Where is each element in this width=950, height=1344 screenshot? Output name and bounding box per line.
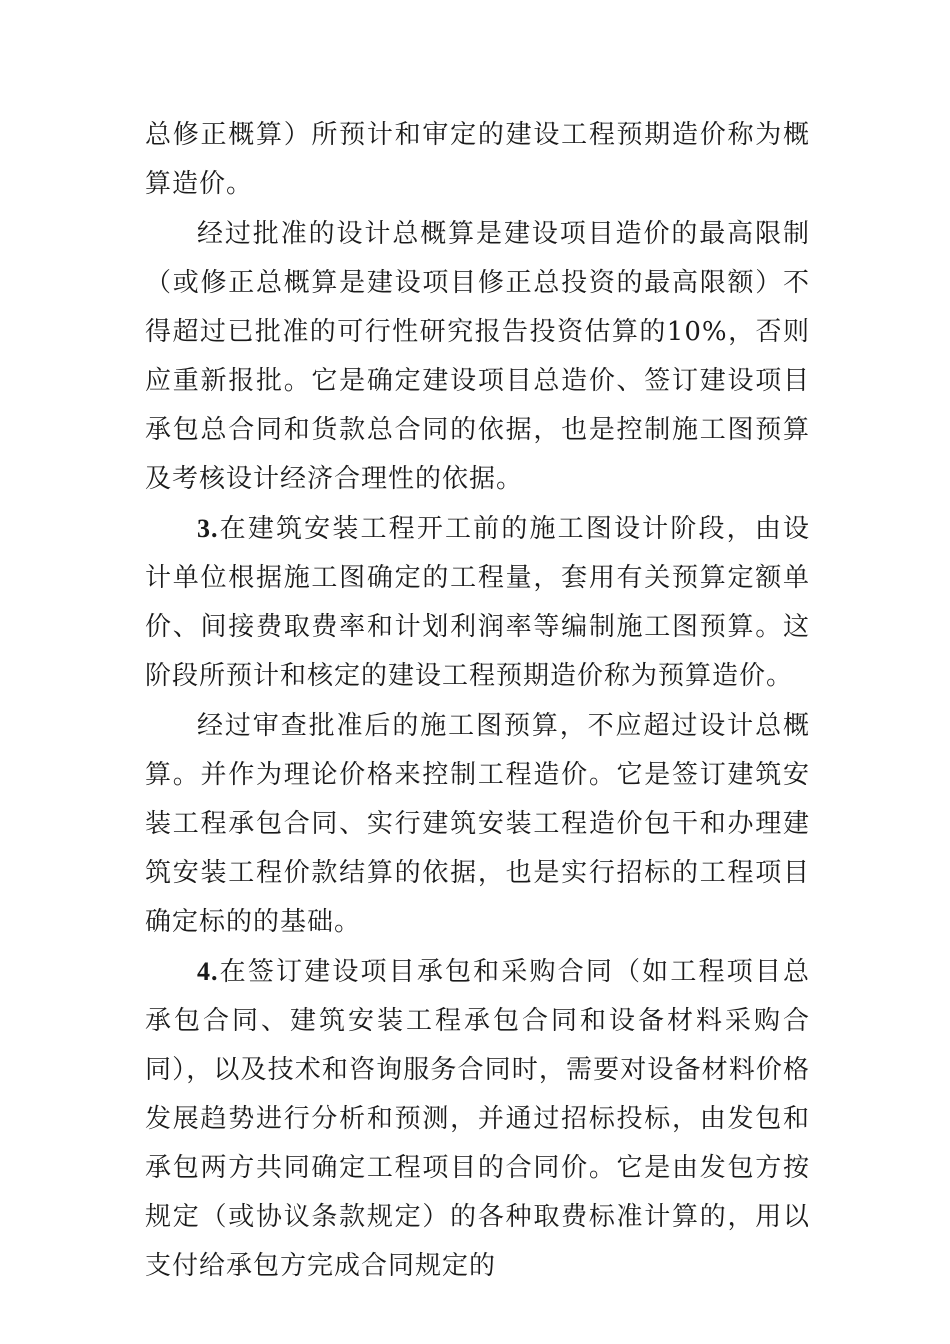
paragraph-1-text: 总修正概算）所预计和审定的建设工程预期造价称为概算造价。 xyxy=(145,120,810,199)
paragraph-5 xyxy=(145,947,810,1291)
paragraph-2-text: 经过批准的设计总概算是建设项目造价的最高限制（或修正总概算是建设项目修正总投资的最高限额）不得超过已批准的可行性研究报告投资估算的10%，否则应重新报批。它是确定建设项目总造价、签订建设项目承包总合同和货款总合同的依据，也是控制施工图预算及考核设计经济合理性的依据。 xyxy=(145,219,810,494)
paragraph-5-text: 在签订建设项目承包和采购合同（如工程项目总承包合同、建筑安装工程承包合同和设备材料采购合同），以及技术和咨询服务合同时，需要对设备材料价格发展趋势进行分析和预测，并通过招标投标，由发包和承包两方共同确定工程项目的合同价。它是由发包方按规定（或协议条款规定）的各种取费标准计算的，用以支付给承包方完成合同规定的 xyxy=(145,957,810,1281)
paragraph-4 xyxy=(145,701,810,947)
paragraph-3-text: 在建筑安装工程开工前的施工图设计阶段，由设计单位根据施工图确定的工程量，套用有关预算定额单价、间接费取费率和计划利润率等编制施工图预算。这阶段所预计和核定的建设工程预期造价称为预算造价。 xyxy=(145,514,810,691)
document-body xyxy=(145,110,810,1291)
paragraph-5-number: 4. xyxy=(197,957,219,986)
paragraph-3-number: 3. xyxy=(197,514,219,543)
paragraph-2 xyxy=(145,209,810,504)
paragraph-4-text: 经过审查批准后的施工图预算，不应超过设计总概算。并作为理论价格来控制工程造价。它是签订建筑安装工程承包合同、实行建筑安装工程造价包干和办理建筑安装工程价款结算的依据，也是实行招标的工程项目确定标的的基础。 xyxy=(145,711,810,937)
paragraph-3 xyxy=(145,504,810,701)
paragraph-1 xyxy=(145,110,810,209)
